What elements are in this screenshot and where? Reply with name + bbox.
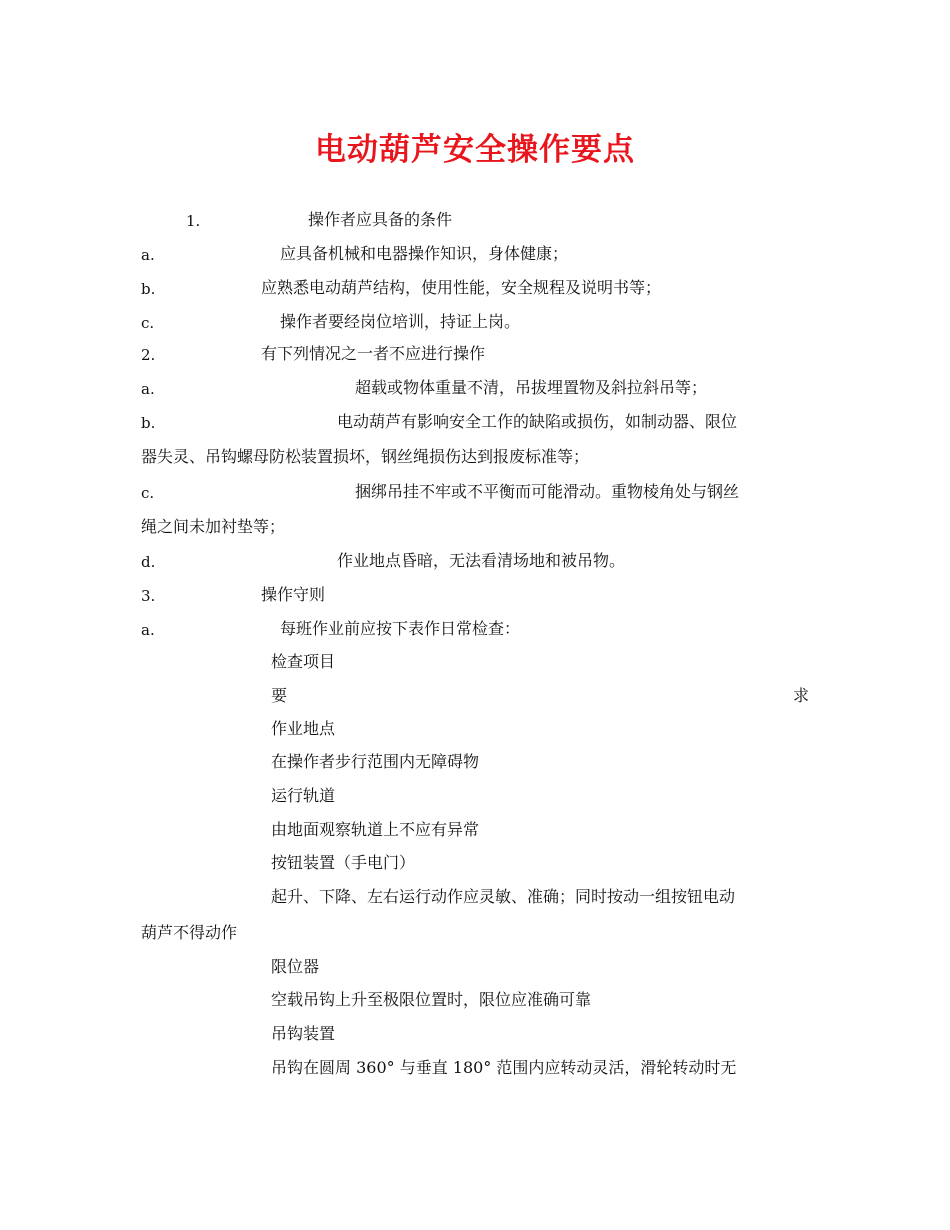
table-row-requirement: 空载吊钩上升至极限位置时，限位应准确可靠 [271,990,592,1009]
item-marker: b. [141,414,156,432]
table-header-item: 检查项目 [271,652,336,671]
item-text: 操作者要经岗位培训，持证上岗。 [280,312,521,331]
table-row-requirement: 吊钩在圆周 360° 与垂直 180° 范围内应转动灵活，滑轮转动时无 [271,1058,737,1077]
item-text: 每班作业前应按下表作日常检查： [280,619,521,638]
table-row-item: 作业地点 [271,719,336,738]
item-text: 作业地点昏暗，无法看清场地和被吊物。 [337,551,626,570]
section-number: 3. [141,587,156,605]
table-row-requirement: 在操作者步行范围内无障碍物 [271,752,480,771]
table-row-requirement: 由地面观察轨道上不应有异常 [271,820,480,839]
item-text: 应具备机械和电器操作知识，身体健康； [280,244,569,263]
table-header-requirement-right: 求 [793,686,810,705]
item-text-continuation: 器失灵、吊钩螺母防松装置损坏，钢丝绳损伤达到报废标准等； [141,447,590,466]
table-row-item: 按钮装置（手电门） [271,853,416,872]
section-number: 2. [141,346,156,364]
item-marker: c. [141,314,155,332]
item-marker: d. [141,553,156,571]
table-row-item: 运行轨道 [271,786,336,805]
item-marker: c. [141,484,155,502]
item-marker: a. [141,380,155,398]
item-marker: a. [141,246,155,264]
table-row-requirement: 起升、下降、左右运行动作应灵敏、准确；同时按动一组按钮电动 [271,887,736,906]
item-text-continuation: 绳之间未加衬垫等； [141,517,286,536]
table-row-item: 吊钩装置 [271,1024,336,1043]
section-heading: 操作者应具备的条件 [308,210,453,229]
table-row-requirement-continuation: 葫芦不得动作 [141,923,238,942]
section-heading: 操作守则 [261,585,326,604]
item-text: 捆绑吊挂不牢或不平衡而可能滑动。重物棱角处与钢丝 [355,482,740,501]
document-title: 电动葫芦安全操作要点 [315,132,635,168]
table-row-item: 限位器 [271,957,320,976]
item-text: 超载或物体重量不清，吊拔埋置物及斜拉斜吊等； [355,378,708,397]
section-number: 1. [186,212,201,230]
item-text: 应熟悉电动葫芦结构，使用性能，安全规程及说明书等； [261,278,662,297]
item-marker: a. [141,621,155,639]
item-marker: b. [141,280,156,298]
table-header-requirement-left: 要 [271,686,288,705]
section-heading: 有下列情况之一者不应进行操作 [261,344,486,363]
item-text: 电动葫芦有影响安全工作的缺陷或损伤，如制动器、限位 [337,412,738,431]
